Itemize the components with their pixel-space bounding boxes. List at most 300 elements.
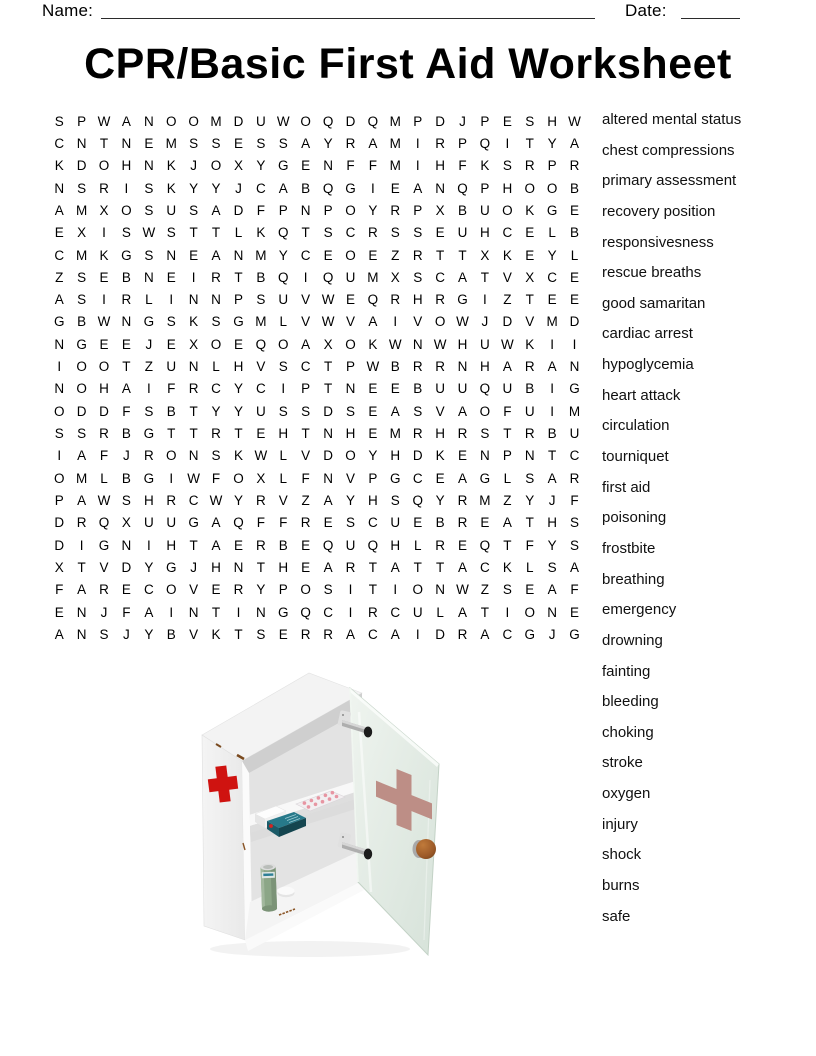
grid-letter: P <box>278 202 288 218</box>
grid-letter: W <box>97 492 111 508</box>
grid-letter: C <box>480 559 490 575</box>
word-list-item: safe <box>602 907 631 925</box>
grid-letter: H <box>435 426 445 442</box>
grid-letter: N <box>143 269 154 285</box>
grid-letter: R <box>569 470 580 486</box>
grid-letter: T <box>167 426 176 442</box>
grid-letter: P <box>301 381 311 397</box>
grid-letter: E <box>189 247 199 263</box>
grid-letter: O <box>233 470 244 486</box>
grid-letter: S <box>77 426 87 442</box>
grid-letter: N <box>143 158 154 174</box>
word-list-item: cardiac arrest <box>602 325 693 343</box>
grid-letter: H <box>345 426 356 442</box>
grid-letter: E <box>413 515 423 531</box>
grid-letter: N <box>480 448 490 464</box>
word-list-item: circulation <box>602 417 670 435</box>
grid-letter: R <box>76 515 87 531</box>
cabinet-left-face <box>202 735 245 940</box>
grid-letter: W <box>321 314 335 330</box>
grid-letter: U <box>457 381 468 397</box>
grid-letter: H <box>502 180 513 196</box>
grid-letter: R <box>435 135 445 151</box>
grid-letter: G <box>165 559 177 575</box>
grid-letter: R <box>211 426 221 442</box>
grid-letter: I <box>79 537 84 553</box>
grid-letter: G <box>524 626 535 642</box>
grid-letter: T <box>122 359 131 375</box>
grid-letter: H <box>121 158 132 174</box>
grid-letter: O <box>524 604 535 620</box>
grid-letter: Q <box>322 113 334 129</box>
grid-letter: T <box>525 292 534 308</box>
grid-letter: S <box>256 292 266 308</box>
grid-letter: A <box>77 582 87 598</box>
grid-letter: S <box>570 537 580 553</box>
grid-letter: R <box>255 537 266 553</box>
grid-letter: K <box>525 202 535 218</box>
grid-letter: R <box>457 492 468 508</box>
grid-letter: Q <box>278 269 289 285</box>
grid-letter: J <box>548 492 556 508</box>
grid-letter: D <box>76 403 87 419</box>
grid-letter: S <box>54 426 64 442</box>
grid-letter: V <box>502 269 512 285</box>
grid-letter: I <box>348 604 353 620</box>
grid-letter: Q <box>367 537 379 553</box>
grid-letter: F <box>279 515 288 531</box>
grid-letter: R <box>569 158 580 174</box>
grid-letter: L <box>145 292 153 308</box>
grid-letter: V <box>99 559 109 575</box>
grid-letter: Q <box>322 537 334 553</box>
grid-letter: P <box>413 113 423 129</box>
grid-letter: A <box>323 492 333 508</box>
grid-letter: S <box>547 559 557 575</box>
grid-letter: U <box>278 292 289 308</box>
grid-letter: Q <box>412 492 423 508</box>
grid-letter: N <box>435 180 445 196</box>
grid-letter: M <box>75 247 88 263</box>
grid-letter: S <box>166 314 176 330</box>
grid-letter: B <box>301 180 311 196</box>
grid-letter: A <box>121 381 131 397</box>
grid-letter: T <box>435 559 445 575</box>
grid-letter: Y <box>144 626 154 642</box>
grid-letter: U <box>480 202 490 218</box>
grid-letter: E <box>233 537 243 553</box>
grid-letter: Q <box>479 537 491 553</box>
grid-letter: R <box>345 135 356 151</box>
grid-letter: Y <box>278 247 288 263</box>
grid-letter: S <box>144 202 154 218</box>
green-canister <box>260 864 277 912</box>
door-knob <box>413 839 437 859</box>
grid-letter: B <box>458 202 468 218</box>
grid-letter: N <box>188 359 199 375</box>
grid-letter: T <box>189 537 198 553</box>
grid-letter: R <box>121 292 132 308</box>
grid-letter: K <box>502 247 512 263</box>
grid-letter: X <box>256 470 266 486</box>
grid-letter: W <box>142 225 156 241</box>
grid-letter: W <box>366 359 380 375</box>
grid-letter: Y <box>233 381 243 397</box>
grid-letter: S <box>278 135 288 151</box>
grid-letter: E <box>345 292 355 308</box>
grid-letter: S <box>413 269 423 285</box>
grid-letter: E <box>547 292 557 308</box>
grid-letter: Q <box>233 515 244 531</box>
grid-letter: G <box>188 515 199 531</box>
grid-letter: W <box>433 336 447 352</box>
grid-letter: N <box>76 626 87 642</box>
grid-letter: N <box>323 470 333 486</box>
grid-letter: T <box>480 269 490 285</box>
word-search-grid <box>48 110 586 646</box>
grid-letter: F <box>122 604 131 620</box>
grid-letter: F <box>122 403 131 419</box>
grid-letter: T <box>525 135 534 151</box>
grid-letter: T <box>480 604 490 620</box>
grid-letter: L <box>570 247 579 263</box>
grid-letter: M <box>75 202 88 218</box>
grid-letter: S <box>166 225 176 241</box>
grid-letter: T <box>211 604 221 620</box>
grid-letter: M <box>255 247 267 263</box>
word-list-item: fainting <box>602 662 651 680</box>
grid-letter: I <box>57 448 62 464</box>
grid-letter: V <box>525 314 535 330</box>
grid-letter: K <box>368 336 378 352</box>
grid-letter: F <box>368 158 378 174</box>
grid-letter: Q <box>479 381 491 397</box>
grid-letter: E <box>233 135 243 151</box>
grid-letter: Y <box>256 582 266 598</box>
grid-letter: I <box>550 381 555 397</box>
grid-letter: H <box>233 359 244 375</box>
grid-letter: C <box>300 247 311 263</box>
grid-letter: E <box>368 247 378 263</box>
grid-letter: T <box>234 269 243 285</box>
grid-letter: B <box>547 426 557 442</box>
grid-letter: W <box>97 314 111 330</box>
grid-letter: K <box>480 158 490 174</box>
grid-letter: O <box>345 448 356 464</box>
grid-letter: P <box>233 292 243 308</box>
grid-letter: K <box>233 448 243 464</box>
grid-letter: H <box>480 359 490 375</box>
grid-letter: N <box>233 559 244 575</box>
grid-letter: B <box>121 426 131 442</box>
grid-letter: I <box>393 314 398 330</box>
grid-letter: G <box>345 180 356 196</box>
grid-letter: U <box>435 381 445 397</box>
grid-letter: C <box>368 626 378 642</box>
grid-letter: M <box>389 113 401 129</box>
grid-letter: G <box>233 314 244 330</box>
grid-letter: S <box>323 225 333 241</box>
grid-letter: C <box>300 359 311 375</box>
grid-letter: O <box>121 202 132 218</box>
grid-letter: S <box>570 515 580 531</box>
grid-letter: Z <box>503 492 512 508</box>
grid-letter: E <box>301 537 311 553</box>
grid-letter: N <box>547 604 558 620</box>
grid-letter: O <box>524 180 535 196</box>
grid-letter: H <box>435 158 445 174</box>
grid-letter: M <box>546 314 558 330</box>
grid-letter: G <box>546 202 558 218</box>
date-fill-line <box>681 18 740 19</box>
grid-letter: O <box>98 359 110 375</box>
grid-letter: W <box>209 492 223 508</box>
grid-letter: A <box>570 559 580 575</box>
grid-letter: A <box>502 359 512 375</box>
grid-letter: N <box>76 135 87 151</box>
word-list-item: choking <box>602 723 654 741</box>
grid-letter: Q <box>278 225 289 241</box>
grid-letter: D <box>569 314 580 330</box>
grid-letter: B <box>121 269 131 285</box>
first-aid-cabinet-illustration <box>192 668 442 958</box>
grid-letter: O <box>502 202 513 218</box>
word-list-item: injury <box>602 815 638 833</box>
grid-letter: Q <box>322 269 334 285</box>
word-list-item: altered mental status <box>602 111 742 128</box>
grid-letter: R <box>457 626 468 642</box>
grid-letter: J <box>190 559 198 575</box>
grid-letter: H <box>99 381 109 397</box>
grid-letter: E <box>368 426 378 442</box>
name-label: Name: <box>42 1 94 20</box>
grid-letter: S <box>502 158 512 174</box>
grid-letter: H <box>390 537 401 553</box>
grid-letter: E <box>525 247 535 263</box>
grid-letter: B <box>570 225 580 241</box>
grid-letter: E <box>570 269 580 285</box>
grid-letter: D <box>502 314 513 330</box>
grid-letter: E <box>301 158 311 174</box>
grid-letter: L <box>279 470 288 486</box>
grid-letter: N <box>233 247 244 263</box>
grid-letter: E <box>323 247 333 263</box>
grid-letter: S <box>211 448 221 464</box>
grid-letter: I <box>550 336 555 352</box>
grid-letter: R <box>435 292 445 308</box>
grid-letter: E <box>166 336 176 352</box>
grid-letter: Y <box>256 158 266 174</box>
grid-letter: X <box>99 202 109 218</box>
page-title: CPR/Basic First Aid Worksheet <box>84 40 732 88</box>
grid-letter: U <box>166 202 177 218</box>
grid-letter: N <box>323 426 333 442</box>
grid-letter: S <box>345 515 355 531</box>
grid-letter: E <box>323 515 333 531</box>
grid-letter: S <box>345 403 355 419</box>
grid-letter: R <box>524 158 535 174</box>
grid-letter: T <box>368 582 378 598</box>
grid-letter: E <box>301 559 311 575</box>
grid-letter: F <box>458 158 467 174</box>
grid-letter: G <box>278 604 289 620</box>
grid-letter: T <box>189 225 198 241</box>
grid-letter: O <box>53 470 65 486</box>
grid-letter: D <box>323 403 333 419</box>
grid-letter: L <box>413 537 422 553</box>
grid-letter: P <box>323 202 333 218</box>
grid-letter: Y <box>189 180 199 196</box>
grid-letter: A <box>54 202 64 218</box>
word-list-item: shock <box>602 846 642 864</box>
grid-letter: T <box>189 403 198 419</box>
grid-letter: N <box>457 359 468 375</box>
grid-letter: X <box>323 336 333 352</box>
grid-letter: Y <box>211 403 221 419</box>
grid-letter: U <box>569 426 580 442</box>
grid-letter: S <box>278 359 288 375</box>
grid-letter: O <box>345 202 356 218</box>
grid-letter: U <box>480 336 490 352</box>
grid-letter: A <box>144 604 154 620</box>
word-list-item: primary assessment <box>602 172 737 190</box>
grid-letter: Q <box>255 336 267 352</box>
grid-letter: E <box>390 180 400 196</box>
grid-letter: I <box>57 359 62 375</box>
grid-letter: J <box>123 626 130 642</box>
grid-letter: A <box>570 135 580 151</box>
grid-letter: O <box>300 113 311 129</box>
grid-letter: E <box>99 336 109 352</box>
grid-letter: N <box>524 448 535 464</box>
grid-letter: R <box>233 582 244 598</box>
grid-letter: E <box>480 515 490 531</box>
grid-letter: M <box>75 470 88 486</box>
grid-letter: S <box>278 403 288 419</box>
grid-letter: Q <box>479 135 491 151</box>
grid-letter: M <box>568 403 581 419</box>
grid-letter: C <box>345 225 356 241</box>
word-list-item: drowning <box>602 631 663 649</box>
grid-letter: J <box>481 314 489 330</box>
grid-letter: U <box>166 359 177 375</box>
grid-letter: S <box>525 113 535 129</box>
grid-letter: S <box>301 403 311 419</box>
grid-letter: P <box>502 448 512 464</box>
grid-letter: H <box>412 292 423 308</box>
grid-letter: Q <box>457 180 468 196</box>
grid-letter: A <box>323 559 333 575</box>
grid-letter: R <box>435 359 445 375</box>
grid-letter: D <box>323 448 333 464</box>
grid-letter: E <box>570 292 580 308</box>
grid-letter: M <box>389 426 401 442</box>
grid-letter: X <box>121 515 131 531</box>
grid-letter: B <box>570 180 580 196</box>
grid-letter: Y <box>368 202 378 218</box>
grid-letter: J <box>235 180 242 196</box>
grid-letter: F <box>346 158 355 174</box>
grid-letter: A <box>480 626 490 642</box>
grid-letter: V <box>189 582 199 598</box>
grid-letter: W <box>456 314 469 330</box>
grid-letter: X <box>233 158 243 174</box>
grid-letter: E <box>54 604 64 620</box>
grid-letter: S <box>144 247 154 263</box>
grid-letter: S <box>77 292 87 308</box>
grid-letter: U <box>143 515 154 531</box>
grid-letter: C <box>54 247 65 263</box>
grid-letter: L <box>548 225 556 241</box>
grid-letter: G <box>569 626 580 642</box>
date-label: Date: <box>625 1 667 20</box>
grid-letter: G <box>569 381 580 397</box>
grid-letter: S <box>211 314 221 330</box>
grid-letter: Q <box>367 113 379 129</box>
grid-letter: D <box>435 113 445 129</box>
grid-letter: N <box>569 359 580 375</box>
grid-letter: N <box>121 537 132 553</box>
grid-letter: R <box>412 247 423 263</box>
grid-letter: V <box>345 314 355 330</box>
grid-letter: I <box>102 225 106 241</box>
grid-letter: R <box>345 559 356 575</box>
grid-letter: Q <box>322 180 334 196</box>
grid-letter: A <box>390 559 400 575</box>
grid-letter: L <box>436 604 444 620</box>
grid-letter: S <box>121 225 131 241</box>
grid-letter: R <box>412 426 423 442</box>
grid-letter: Y <box>547 135 557 151</box>
grid-letter: T <box>189 426 198 442</box>
grid-letter: W <box>456 582 469 598</box>
word-list-item: poisoning <box>602 509 667 527</box>
word-list-item: responsivesness <box>602 233 714 251</box>
grid-letter: E <box>570 202 580 218</box>
grid-letter: T <box>503 537 512 553</box>
grid-letter: F <box>256 202 265 218</box>
grid-letter: K <box>54 158 64 174</box>
word-list <box>602 105 741 932</box>
grid-letter: Z <box>55 269 64 285</box>
grid-letter: Y <box>323 135 333 151</box>
grid-letter: L <box>279 314 288 330</box>
cabinet-shadow <box>210 941 410 957</box>
grid-letter: B <box>166 626 176 642</box>
grid-letter: R <box>211 269 221 285</box>
grid-letter: N <box>54 336 65 352</box>
grid-letter: U <box>345 537 356 553</box>
grid-letter: E <box>458 537 468 553</box>
grid-letter: R <box>99 426 109 442</box>
grid-letter: K <box>525 336 535 352</box>
grid-letter: Z <box>480 582 490 598</box>
grid-letter: Z <box>391 247 400 263</box>
grid-letter: A <box>547 582 557 598</box>
grid-letter: T <box>77 559 86 575</box>
grid-letter: F <box>525 537 534 553</box>
grid-letter: N <box>255 604 266 620</box>
grid-letter: X <box>54 559 64 575</box>
grid-letter: S <box>525 470 535 486</box>
grid-letter: G <box>121 247 132 263</box>
grid-letter: A <box>547 359 557 375</box>
grid-letter: A <box>502 515 512 531</box>
grid-letter: V <box>301 314 311 330</box>
grid-letter: S <box>256 135 266 151</box>
grid-letter: F <box>570 582 579 598</box>
grid-letter: S <box>121 492 131 508</box>
